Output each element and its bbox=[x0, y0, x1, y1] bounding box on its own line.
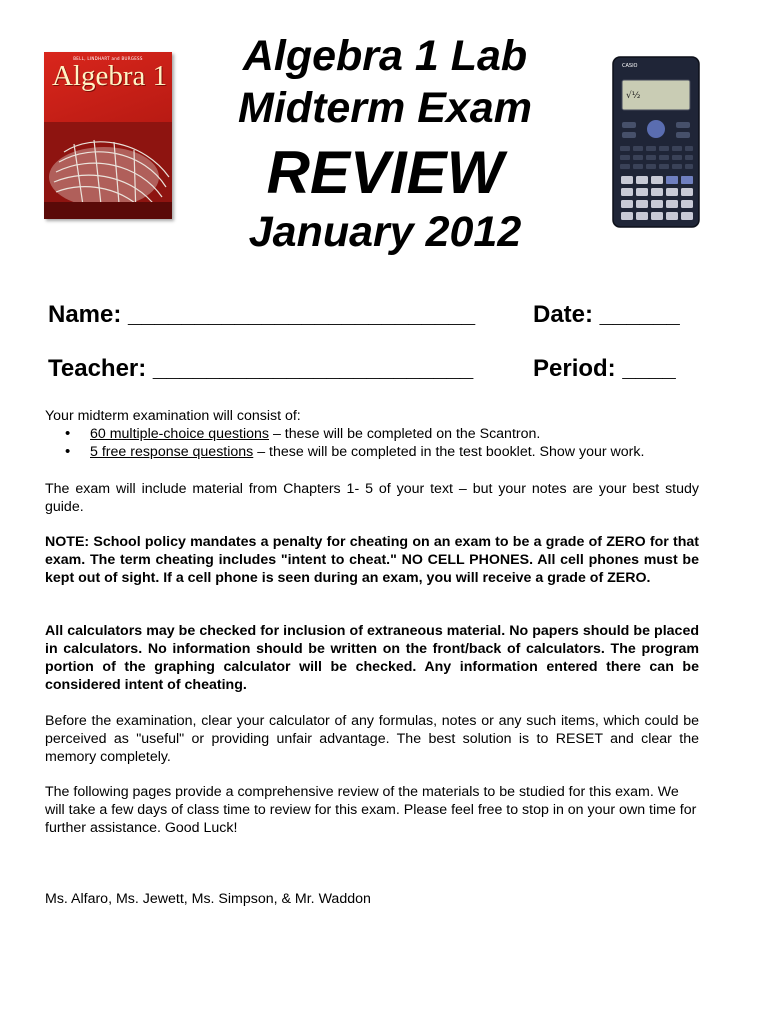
list-item bbox=[45, 425, 699, 443]
calculator-policy-paragraph: All calculators may be checked for inclusion of extraneous material. No papers should be placed in calculators. No information should be written on the front/back of calculators. The program portion of the graphing calculator will be checked. Any information entered there can be considered intent of cheating. bbox=[45, 623, 699, 693]
material-paragraph: The exam will include material from Chapters 1- 5 of your text – but your notes are your best study guide. bbox=[45, 481, 699, 515]
exam-format-section bbox=[45, 407, 699, 461]
exam-parts-list bbox=[45, 425, 699, 461]
list-item bbox=[45, 443, 699, 461]
free-response-detail: – these will be completed in the test booklet. Show your work. bbox=[253, 444, 645, 460]
calculator-brand: CASIO bbox=[622, 63, 638, 69]
name-date-row bbox=[48, 301, 688, 329]
calculator-display: √½ bbox=[626, 91, 641, 101]
scientific-calculator-image bbox=[612, 56, 700, 228]
teacher-period-row bbox=[48, 355, 688, 383]
title-line-2: Midterm Exam bbox=[238, 84, 532, 132]
title-review: REVIEW bbox=[266, 139, 504, 206]
date-field[interactable]: Date: ______ bbox=[533, 301, 680, 328]
cheating-note-paragraph: NOTE: School policy mandates a penalty for cheating on an exam to be a grade of ZERO for that exam. The term cheating includes "intent to cheat." NO CELL PHONES. All cell phones must be kept out of sight. If a cell phone is seen during an exam, you will receive a grade of ZERO. bbox=[45, 534, 699, 586]
intro-text: Your midterm examination will consist of: bbox=[45, 408, 301, 424]
free-response-label: 5 free response questions bbox=[90, 444, 254, 460]
teacher-field[interactable]: Teacher: ________________________ bbox=[48, 355, 474, 382]
review-info-paragraph: The following pages provide a comprehensive review of the materials to be studied for this exam. We will take a few days of class time to review for this exam. Please feel free to stop in on your own time for further assistance. Good Luck! bbox=[45, 784, 697, 836]
multiple-choice-detail: – these will be completed on the Scantron. bbox=[269, 426, 541, 442]
multiple-choice-label: 60 multiple-choice questions bbox=[90, 426, 270, 442]
teacher-signature: Ms. Alfaro, Ms. Jewett, Ms. Simpson, & Mr. Waddon bbox=[45, 891, 371, 907]
clear-calculator-paragraph: Before the examination, clear your calculator of any formulas, notes or any such items, which could be perceived as "useful" or providing unfair advantage. The best solution is to RESET and clear the memory completely. bbox=[45, 713, 699, 765]
book-title: Algebra 1 bbox=[52, 60, 168, 92]
book-authors: BELL, LINDHART and BURGESS bbox=[73, 56, 143, 61]
name-field[interactable]: Name: __________________________ bbox=[48, 301, 476, 328]
period-field[interactable]: Period: ____ bbox=[533, 355, 676, 382]
title-date: January 2012 bbox=[248, 208, 522, 256]
title-line-1: Algebra 1 Lab bbox=[242, 32, 528, 80]
